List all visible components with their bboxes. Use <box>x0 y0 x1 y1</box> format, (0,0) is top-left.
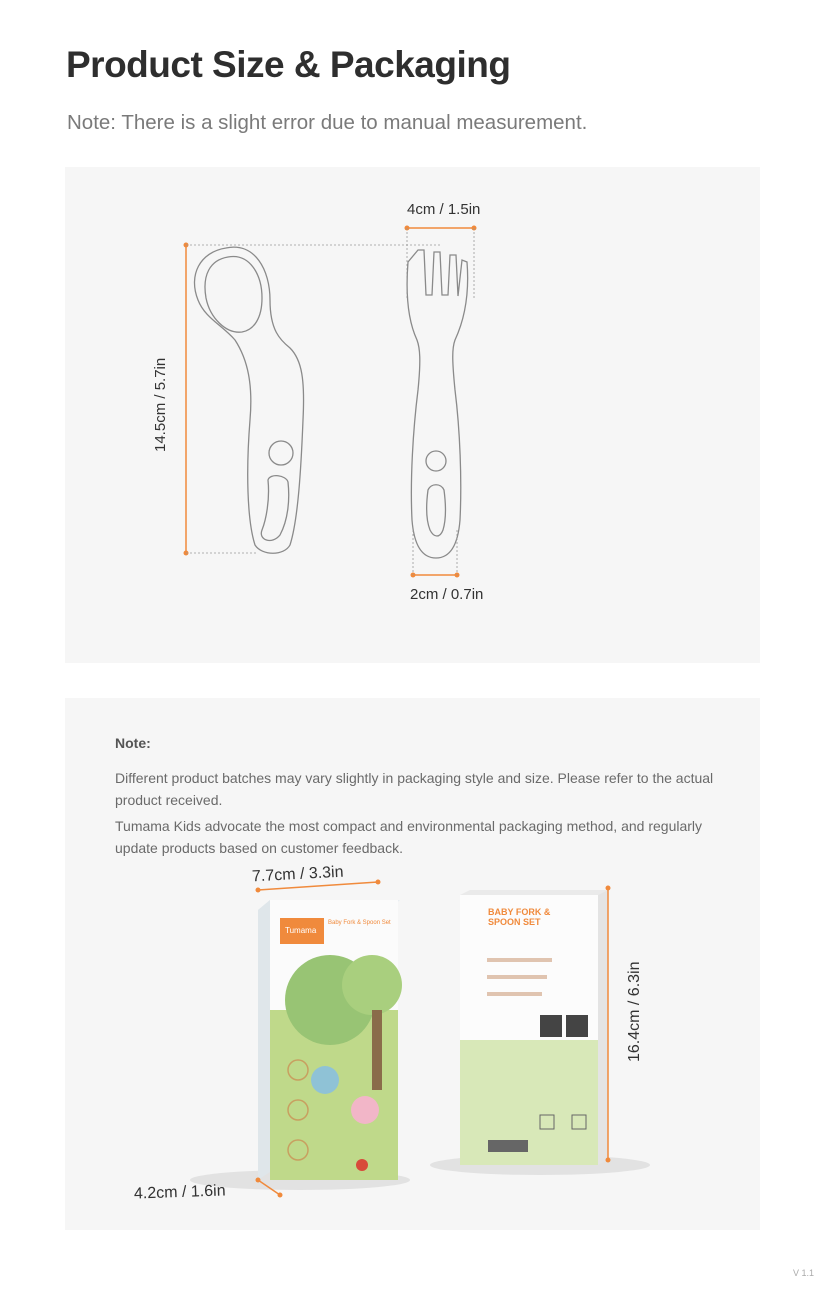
packaging-note-heading: Note: <box>115 735 151 751</box>
box-depth-label: 4.2cm / 1.6in <box>133 1182 226 1203</box>
front-box-product-label: Baby Fork & Spoon Set <box>328 920 391 926</box>
packaging-note-paragraph-2: Tumama Kids advocate the most compact and environmental packaging method, and regularly update products based on customer feedback. <box>115 818 703 856</box>
box-height-label: 16.4cm / 6.3in <box>626 961 643 1062</box>
box-width-label: 7.7cm / 3.3in <box>251 863 344 886</box>
page-title: Product Size & Packaging <box>66 44 511 85</box>
front-box-brand: Tumama <box>285 926 317 935</box>
back-box <box>460 890 608 1165</box>
version-label: V 1.1 <box>792 1268 814 1278</box>
fork-head-width-label: 4cm / 1.5in <box>407 201 481 218</box>
spoon-height-label: 14.5cm / 5.7in <box>152 357 169 452</box>
back-box-product-title: BABY FORK & SPOON SET <box>488 907 551 927</box>
front-box <box>258 900 402 1180</box>
fork-handle-width-label: 2cm / 0.7in <box>410 586 484 603</box>
packaging-note-paragraph-1: Different product batches may vary slightly in packaging style and size. Please refer to the actual product received. <box>115 770 714 808</box>
measurement-note: Note: There is a slight error due to manual measurement. <box>67 111 588 134</box>
